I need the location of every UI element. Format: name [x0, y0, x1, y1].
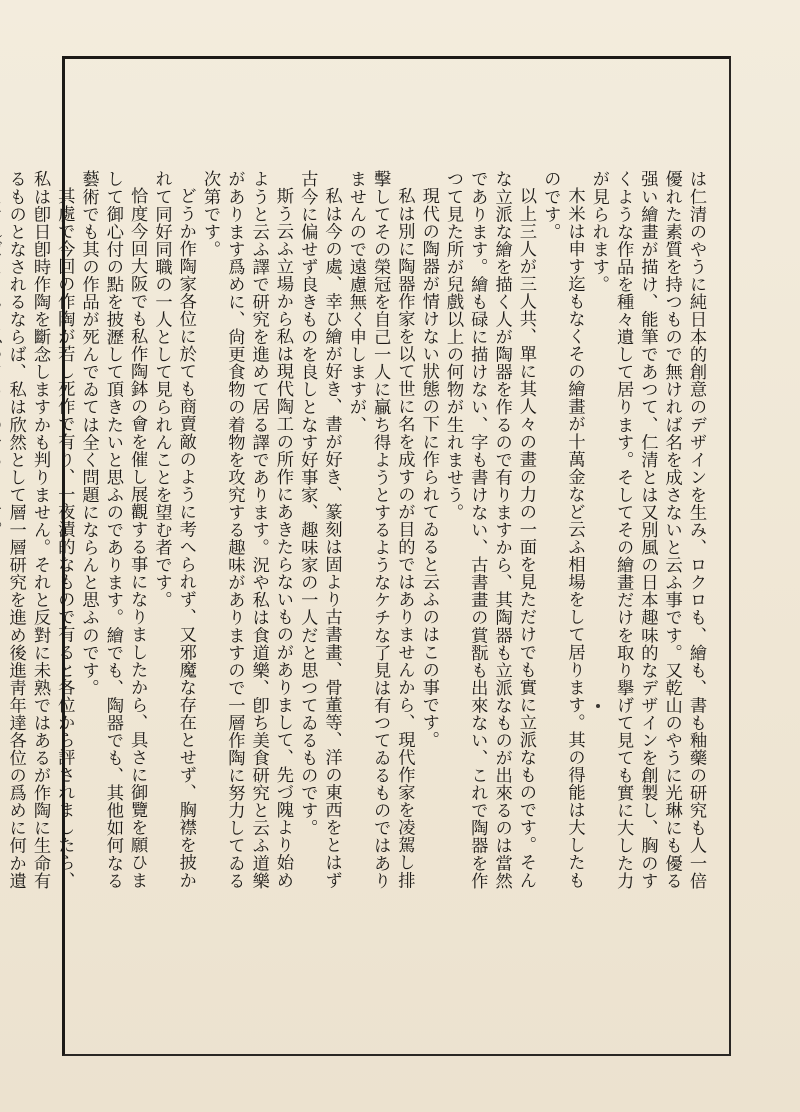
paragraph: 現代の陶器が情けない狀態の下に作られてゐると云ふのはこの事です。: [418, 187, 439, 749]
paragraph: 私は今の處、幸ひ繪が好き、書が好き、篆刻は固より古書畫、骨董等、洋の東西をとはず古今に偏せず良きものを良しとなす好事家、趣味家の一人だと思つてゐるものです。: [297, 170, 342, 889]
paragraph: は仁清のやうに純日本的創意のデザインを生み、ロクロも、繪も、書も釉藥の研究も人一倍優れた素質を持つもので無ければ名を成さないと云ふ事です。又乾山のやうに光琳にも優る强い繪畫が描け、能筆であつて、仁清とは又別風の日本趣味的なデザインを創製し、胸のすくような作品を種々遺して居ります。そしてその繪畫だけを取り擧げて見ても實に大した力が見られます。: [588, 170, 706, 890]
paragraph: 斯う云ふ立場から私は現代陶工の所作にあきたらないものがありまして、先づ隗より始めようと云ふ譯で研究を進めて居る譯であります。況や私は食道樂、卽ち美食研究と云ふ道樂があります爲めに、尙更食物の着物を攻究する趣味がありますので一層作陶に努力してゐる次第です。: [200, 170, 293, 890]
paragraph: 私は別に陶器作家を以て世に名を成すのが目的ではありませんから、現代作家を凌駕し排擊してその榮冠を自己一人に贏ち得ようとするようなケチな了見は有つてゐるものではありませんので遠慮無く申しますが、: [345, 170, 415, 890]
paragraph: 以上三人が三人共、單に其人々の畫の力の一面を見ただけでも實に立派なものです。そんな立派な繪を描く人が陶器を作るので有りますから、其陶器も立派なものが出來るのは當然であります。繪も碌に描けない、字も書けない、古書畫の賞翫も出來ない、これで陶器を作つて見た所が兒戲以上の何物が生れませう。: [443, 170, 536, 890]
vertical-text-body: [5, 170, 708, 890]
paragraph: 恰度今回大阪でも私作陶鉢の會を催し展觀する事になりましたから、具さに御覽を願ひまして御心付の點を披瀝して頂きたいと思ふのであります。繪でも、陶器でも、其他如何なる藝術でも其の作品が死んでゐては全く問題にならんと思ふのです。: [78, 170, 148, 890]
paragraph: どうか作陶家各位に於ても商賣敵のように考へられず、又邪魔な存在とせず、胸襟を披かれて同好同職の一人として見られんことを望む者です。: [151, 170, 196, 889]
paragraph: 其處で今回の作陶が若し死作で有り、一夜漬的なもので有ると各位から評されましたら、私は卽日卽時作陶を斷念しますかも判りません。それと反對に未熟ではあるが作陶に生命有るものとなされるならば、私は欣然として層一層研究を進め後進靑年達各位の爲めに何か遺: [5, 170, 75, 890]
ink-speck: [596, 704, 600, 708]
paragraph: 木米は申す迄もなくその繪畫が十萬金など云ふ相場をして居ります。其の得能は大したものです。: [540, 170, 585, 889]
